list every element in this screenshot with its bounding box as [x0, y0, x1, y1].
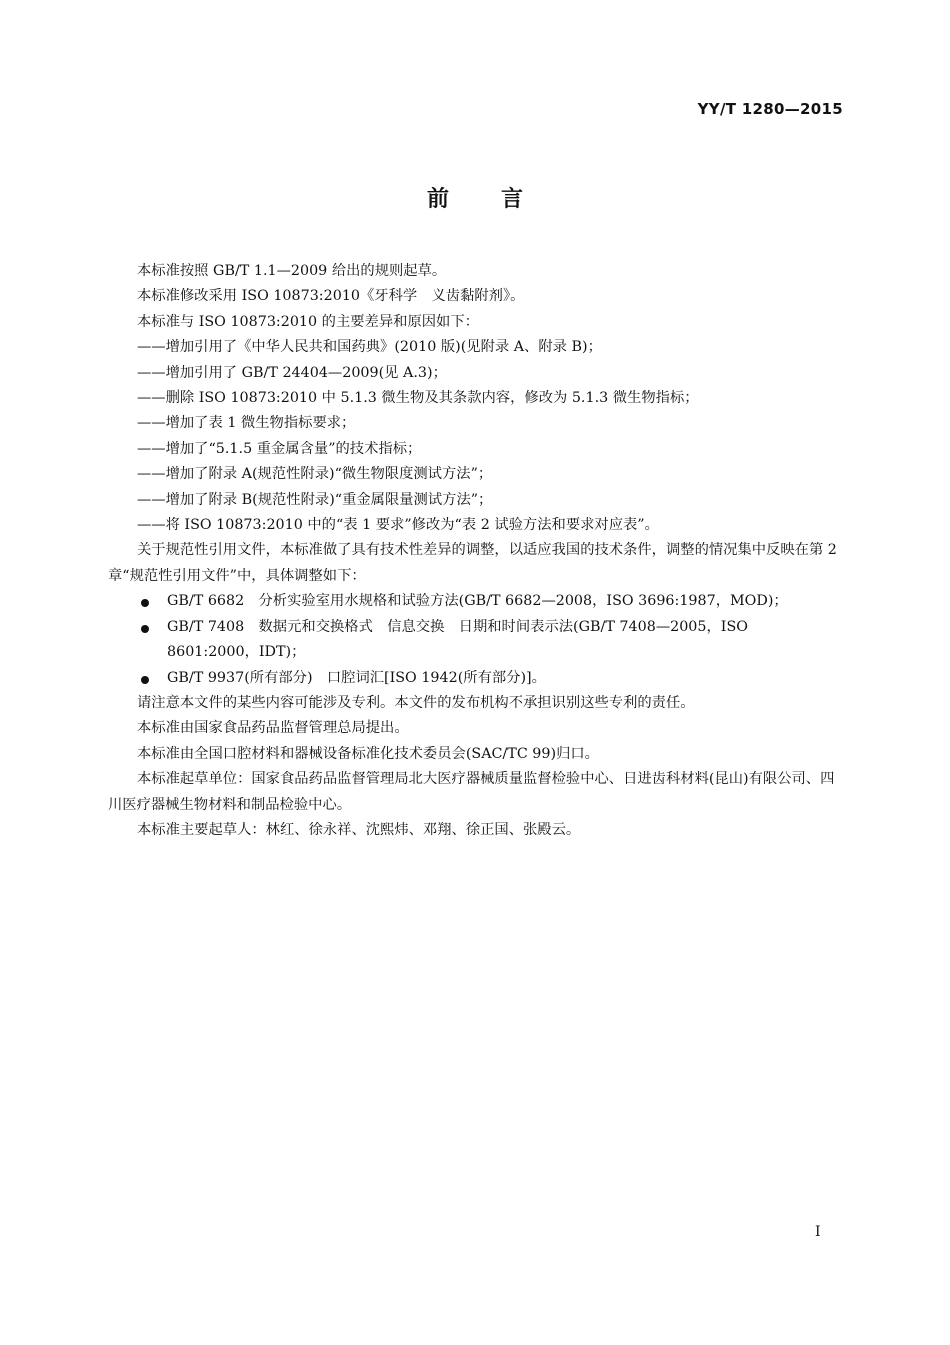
reference-text: GB/T 6682 分析实验室用水规格和试验方法(GB/T 6682—2008，ISO 3696:1987，MOD)；: [167, 593, 788, 610]
difference-item: ——增加了表 1 微生物指标要求；: [137, 415, 356, 432]
reference-item: [108, 666, 844, 691]
paragraph: 本标准按照 GB/T 1.1—2009 给出的规则起草。: [137, 263, 447, 279]
page-title: 前言: [426, 187, 575, 212]
difference-item: ——删除 ISO 10873:2010 中 5.1.3 微生物及其条款内容，修改为 5.1.3 微生物指标；: [137, 390, 699, 407]
reference-item: [108, 589, 844, 614]
paragraph: 本标准由全国口腔材料和器械设备标准化技术委员会(SAC/TC 99)归口。: [137, 745, 599, 762]
difference-item: ——增加了附录 A(规范性附录)“微生物限度测试方法”；: [137, 466, 493, 483]
paragraph: 本标准与 ISO 10873:2010 的主要差异和原因如下：: [137, 313, 479, 330]
reference-item: [108, 615, 844, 666]
reference-text: GB/T 9937(所有部分) 口腔词汇[ISO 1942(所有部分)]。: [167, 669, 546, 686]
paragraph: 本标准由国家食品药品监督管理总局提出。: [137, 720, 409, 737]
bullet-icon: [141, 676, 149, 684]
standard-code: YY/T 1280—2015: [697, 100, 843, 118]
difference-item: ——增加了“5.1.5 重金属含量”的技术指标；: [137, 440, 422, 457]
paragraph: 本标准修改采用 ISO 10873:2010《牙科学 义齿黏附剂》。: [137, 288, 525, 305]
paragraph: 关于规范性引用文件，本标准做了具有技术性差异的调整，以适应我国的技术条件，调整的情况集中反映在第 2 章“规范性引用文件”中，具体调整如下：: [108, 542, 837, 584]
page-number: I: [815, 1224, 821, 1240]
paragraph: 本标准主要起草人：林红、徐永祥、沈熙炜、邓翔、徐正国、张殿云。: [137, 821, 581, 838]
paragraph: 请注意本文件的某些内容可能涉及专利。本文件的发布机构不承担识别这些专利的责任。: [137, 694, 695, 711]
document-body: [108, 259, 844, 843]
difference-item: ——增加引用了 GB/T 24404—2009(见 A.3)；: [137, 364, 447, 381]
reference-list: [108, 589, 844, 691]
paragraph: 本标准起草单位：国家食品药品监督管理局北大医疗器械质量监督检验中心、日进齿科材料(昆山)有限公司、四川医疗器械生物材料和制品检验中心。: [108, 771, 835, 813]
bullet-icon: [141, 599, 149, 607]
reference-text: GB/T 7408 数据元和交换格式 信息交换 日期和时间表示法(GB/T 7408—2005，ISO 8601:2000，IDT)；: [167, 618, 748, 661]
bullet-icon: [141, 625, 149, 633]
difference-item: ——增加引用了《中华人民共和国药典》(2010 版)(见附录 A、附录 B)；: [137, 339, 602, 356]
difference-item: ——增加了附录 B(规范性附录)“重金属限量测试方法”；: [137, 491, 493, 508]
difference-item: ——将 ISO 10873:2010 中的“表 1 要求”修改为“表 2 试验方法和要求对应表”。: [137, 517, 659, 534]
